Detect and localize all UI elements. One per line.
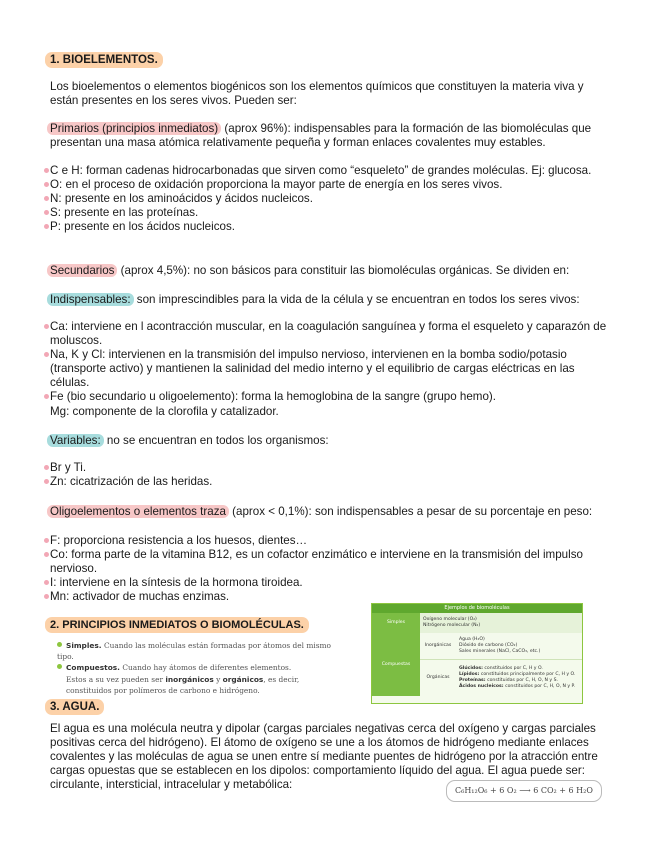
table-cell-inorg-items: Agua (H₂O) Dióxido de carbono (CO₂) Sales minerales (NaCl, CaCO₃, etc.) [456, 633, 582, 660]
list-item: Mn: activador de muchas enzimas. [50, 590, 610, 604]
secundarios-label: Secundarios [47, 264, 117, 277]
list-item: Ca: interviene en l acontracción muscular, en la coagulación sanguínea y forma el esqueleto y caparazón de moluscos. [50, 320, 610, 348]
list-item: S: presente en las proteínas. [50, 206, 610, 220]
primarios-text: (aprox 96%): indispensables para la formación de las biomoléculas que presentan una masa atómica relativamente pequeña y forman enlaces covalentes muy estables. [50, 122, 592, 149]
primarios-list [50, 164, 610, 234]
secundarios-paragraph [50, 264, 620, 278]
mg-line: Mg: componente de la clorofila y catalizador. [50, 405, 279, 418]
variables-text: no se encuentran en todos los organismos: [103, 434, 329, 447]
biomolecule-table [371, 603, 583, 704]
list-item: Zn: cicatrización de las heridas. [50, 475, 610, 489]
variables-label: Variables: [47, 434, 104, 447]
list-item: Br y Ti. [50, 461, 610, 475]
variables-list [50, 461, 610, 489]
table-title: Ejemplos de biomoléculas [372, 604, 582, 613]
indispensables-list [50, 320, 610, 404]
table-cell-organicas: Orgánicas [426, 675, 450, 680]
section-3-title: 3. AGUA. [45, 699, 104, 715]
snippet-compuestos: Compuestos. Cuando hay átomos de diferentes elementos. [57, 662, 347, 673]
table-cell-simples: Simples [372, 613, 420, 633]
list-item: C e H: forman cadenas hidrocarbonadas que sirven como “esqueleto” de grandes moléculas. Ej: glucosa. [50, 164, 610, 178]
indispensables-text: son imprescindibles para la vida de la célula y se encuentran en todos los seres vivos: [133, 293, 580, 306]
bullet-icon [57, 642, 62, 647]
list-item: F: proporciona resistencia a los huesos, dientes… [50, 534, 610, 548]
agua-paragraph: El agua es una molécula neutra y dipolar (cargas parciales negativas cerca del oxígeno y cargas parciales positivas cerca del hidrógeno). El átomo de oxígeno se une a los átomos de hidrógeno mediante enlaces covalentes y las moléculas de agua se unen entre sí mediante puentes de hidrógeno por la atracción entre cargas opuestas que se establecen en los dipolos: comportamiento líquido del agua. El agua puede ser: circulante, intersticial, intracelular y metabólica: [50, 722, 598, 791]
list-item: I: interviene en la síntesis de la hormona tiroidea. [50, 576, 610, 590]
primarios-label: Primarios (principios inmediatos) [47, 122, 221, 135]
list-item: O: en el proceso de oxidación proporciona la mayor parte de energía en los seres vivos. [50, 178, 610, 192]
section-1-title: 1. BIOELEMENTOS. [45, 52, 163, 68]
table-cell-inorganicas: Inorgánicas [420, 633, 456, 660]
list-item: P: presente en los ácidos nucleicos. [50, 220, 610, 234]
list-item: Fe (bio secundario u oligoelemento): forma la hemoglobina de la sangre (grupo hemo). [50, 390, 610, 404]
oligo-label: Oligoelementos o elementos traza [47, 505, 229, 518]
table-cell-org-items: Glúcidos: constituidos por C, H y O. Lípidos: constituidos principalmente por C, H y O. Proteínas: constituidas por C, H, O, N y S. Ácidos nucleicos: constituidos por C, H, O, N y P. [459, 666, 576, 689]
primarios-paragraph [50, 122, 610, 150]
indispensables-label: Indispensables: [47, 293, 134, 306]
intro-paragraph: Los bioelementos o elementos biogénicos son los elementos químicos que constituyen la materia viva y están presentes en los seres vivos. Pueden ser: [50, 80, 584, 107]
book-snippet [57, 640, 347, 696]
oligo-text: (aprox < 0,1%): son indispensables a pesar de su porcentaje en peso: [228, 505, 593, 518]
snippet-simples: Simples. Cuando las moléculas están formadas por átomos del mismo tipo. [57, 641, 331, 661]
snippet-note: Estos a su vez pueden ser inorgánicos y orgánicos, es decir, constituidos por polímeros de carbono e hidrógeno. [66, 675, 300, 695]
secundarios-text: (aprox 4,5%): no son básicos para constituir las biomoléculas orgánicas. Se dividen en: [117, 264, 570, 277]
oligo-paragraph [50, 505, 620, 519]
variables-paragraph [50, 434, 610, 448]
list-item: Na, K y Cl: intervienen en la transmisión del impulso nervioso, intervienen en la bomba sodio/potasio (transporte activo) y mantienen la salinidad del medio interno y el equilibrio de cargas eléctricas en las células. [50, 348, 610, 390]
oligo-list [50, 534, 610, 604]
bullet-icon [57, 664, 62, 669]
photosynthesis-formula: C₆H₁₂O₆ + 6 O₂ ⟶ 6 CO₂ + 6 H₂O [446, 780, 602, 802]
indispensables-paragraph [50, 293, 620, 307]
table-cell-compuestas: Compuestas [372, 633, 420, 696]
list-item: N: presente en los aminoácidos y ácidos nucleicos. [50, 192, 610, 206]
section-2-title: 2. PRINCIPIOS INMEDIATOS O BIOMOLÉCULAS. [45, 617, 309, 633]
table-cell-simples-items: Oxígeno molecular (O₂) Nitrógeno molecular (N₂) [423, 617, 481, 628]
list-item: Co: forma parte de la vitamina B12, es un cofactor enzimático e interviene en la transmisión del impulso nervioso. [50, 548, 610, 576]
